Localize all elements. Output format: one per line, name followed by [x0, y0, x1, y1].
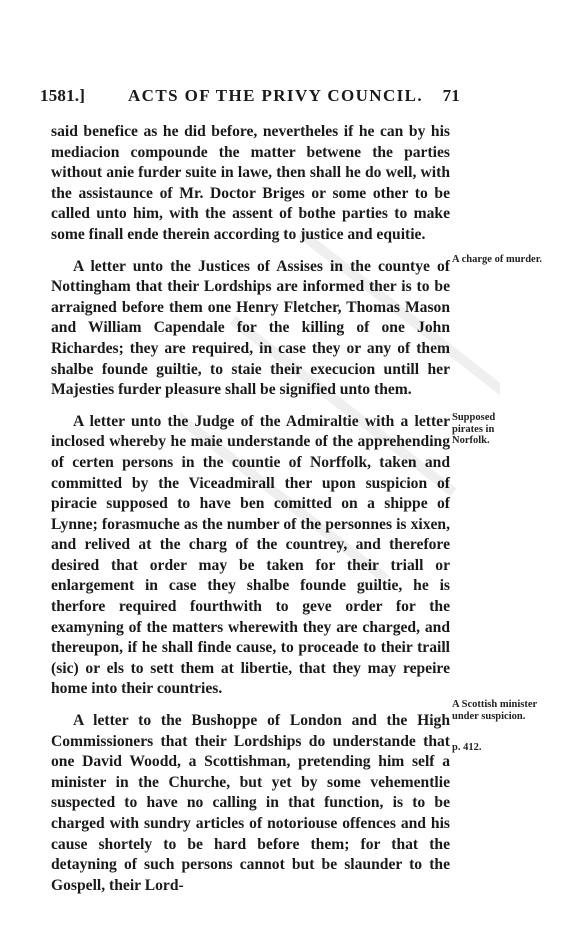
- margin-note-page-ref: p. 412.: [452, 742, 482, 753]
- margin-note-murder: A charge of murder.: [452, 254, 543, 265]
- body-text: [51, 122, 450, 907]
- paragraph-admiraltie-letter: A letter unto the Judge of the Admiraltie with a letter inclosed whereby he maie understande of the apprehending of certen persons in the countie of Norffolk, taken and committed by the Viceadmirall ther upon suspicion of piracie supposed to have ben comitted on a shippe of Lynne; forasmuche as the number of the personnes is xixen, and relived at the charg of the countrey, and therefore desired that order may be taken for their triall or enlargement in case they shalbe founde guiltie, he is therfore required fourthwith to geve order for the examyning of the matters wherewith they are charged, and thereupon, if he shall finde cause, to proceade to their traill (sic) or els to sett them at libertie, that they may repeire home into their countries.: [51, 412, 450, 698]
- page-number: 71: [442, 86, 460, 105]
- margin-note-pirates: Supposed pirates in Norfolk.: [452, 412, 496, 446]
- running-header: [40, 86, 460, 106]
- margin-note-scottish: A Scottish minister under suspicion.: [452, 699, 537, 722]
- paragraph-continuation: said benefice as he did before, nevertheles if he can by his mediacion compounde the matter betwene the parties without anie furder suite in lawe, then shall he do well, with the assistaunce of Mr. Doctor Briges or some other to be called unto him, with the assent of bothe parties to make some finall ende therein according to justice and equitie.: [51, 123, 450, 243]
- header-year: 1581.]: [40, 86, 86, 105]
- paragraph-nottingham-letter: A letter unto the Justices of Assises in the countye of Nottingham that their Lordships are informed ther is to be arraigned before them one Henry Fletcher, Thomas Mason and William Capendale for the killing of one John Richardes; they are required, in case they or any of them shalbe founde guiltie, to staie their execucion untill her Majesties furder pleasure shall be signified unto them.: [51, 257, 450, 399]
- header-title: ACTS OF THE PRIVY COUNCIL.: [128, 86, 424, 105]
- paragraph-bushoppe-letter: A letter to the Bushoppe of London and the High Commissioners that their Lordships do understande that one David Woodd, a Scottishman, pretending him self a minister in the Churche, but yet by some vehementlie suspected to have no calling in that function, is to be charged with sundry articles of notoriouse offences and his cause shortely to be hard before them; for that the detayning of such persons cannot but be slaunder to the Gospell, their Lord-: [51, 712, 450, 894]
